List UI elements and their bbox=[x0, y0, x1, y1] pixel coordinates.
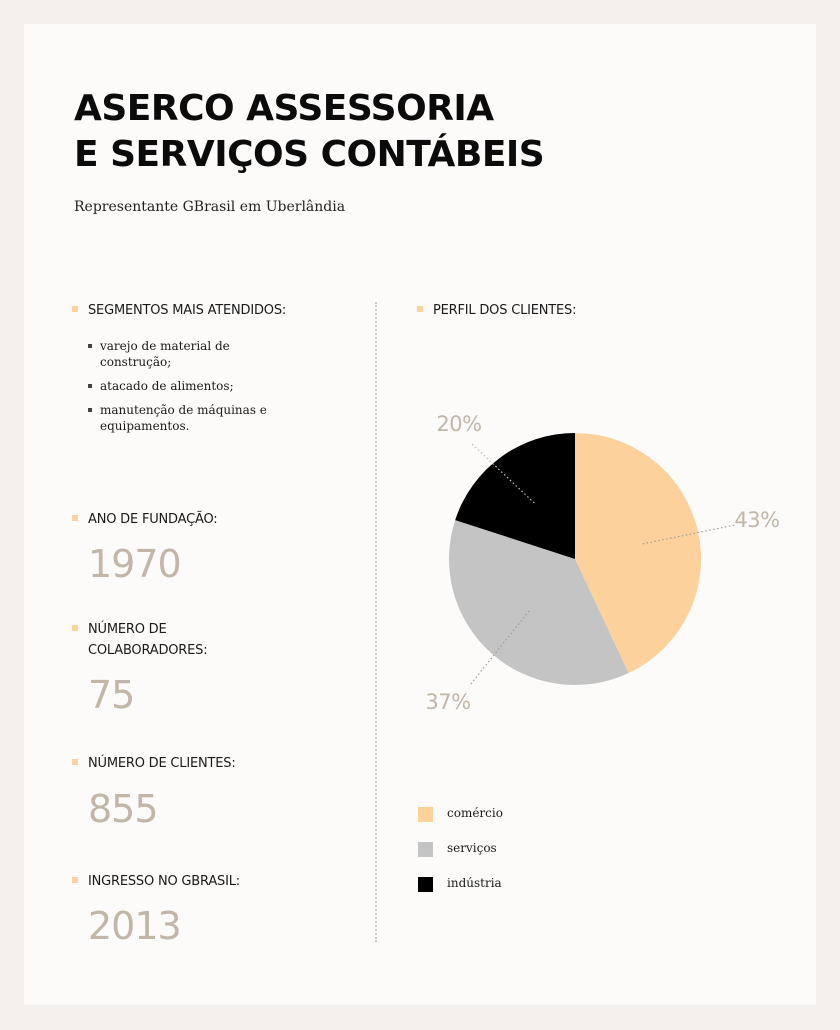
pie-data-label-2: 20% bbox=[436, 412, 482, 436]
employees-value: 75 bbox=[88, 673, 135, 717]
segment-item: varejo de material de construção; bbox=[88, 338, 300, 370]
infographic-card bbox=[24, 24, 816, 1005]
clients-value: 855 bbox=[88, 787, 158, 831]
segment-item: atacado de alimentos; bbox=[88, 378, 300, 394]
profile-heading: PERFIL DOS CLIENTES: bbox=[433, 300, 576, 321]
segments-heading: SEGMENTOS MAIS ATENDIDOS: bbox=[88, 300, 286, 321]
clients-heading: NÚMERO DE CLIENTES: bbox=[88, 753, 236, 774]
pie-data-label-1: 37% bbox=[425, 690, 471, 714]
title-line-1: ASERCO ASSESSORIA bbox=[74, 88, 494, 129]
employees-heading-line-1: NÚMERO DE bbox=[88, 622, 167, 637]
subtitle: Representante GBrasil em Uberlândia bbox=[74, 199, 346, 215]
foundation-value: 1970 bbox=[88, 542, 181, 586]
client-profile-pie-chart bbox=[24, 24, 816, 784]
legend-swatch bbox=[418, 807, 433, 822]
legend-swatch bbox=[418, 877, 433, 892]
legend-label: serviços bbox=[447, 841, 497, 855]
joined-value: 2013 bbox=[88, 904, 181, 948]
employees-heading-line-2: COLABORADORES: bbox=[88, 643, 208, 658]
segment-item: manutenção de máquinas e equipamentos. bbox=[88, 402, 300, 434]
pie-data-label-0: 43% bbox=[734, 508, 780, 532]
legend-label: comércio bbox=[447, 806, 503, 820]
legend-swatch bbox=[418, 842, 433, 857]
foundation-heading: ANO DE FUNDAÇÃO: bbox=[88, 509, 217, 530]
legend-label: indústria bbox=[447, 876, 502, 890]
joined-heading: INGRESSO NO GBRASIL: bbox=[88, 871, 240, 892]
title-line-2: E SERVIÇOS CONTÁBEIS bbox=[74, 134, 545, 175]
